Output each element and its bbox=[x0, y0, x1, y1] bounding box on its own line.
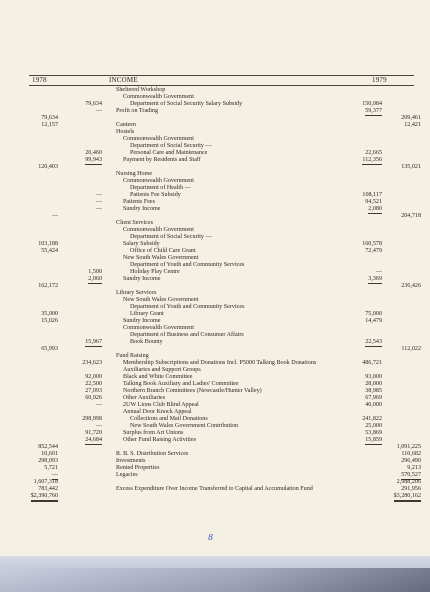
amount-1979-detail: 25,000 bbox=[365, 423, 382, 429]
table-row bbox=[0, 395, 430, 402]
row-label: Sundry Income bbox=[123, 206, 161, 212]
amount-1978-total: $2,390,760 bbox=[31, 493, 58, 502]
table-row bbox=[0, 129, 430, 136]
table-row bbox=[0, 283, 430, 290]
row-label: Excess Expenditure Over Income Transferred to Capital and Accumulation Fund bbox=[116, 486, 313, 492]
table-row bbox=[0, 108, 430, 115]
row-label: Commonwealth Government bbox=[123, 94, 194, 100]
amount-1978-detail: 24,684 bbox=[85, 437, 102, 443]
amount-1979-detail: 108,117 bbox=[362, 192, 382, 198]
amount-1978-total: 12,157 bbox=[41, 122, 58, 128]
row-label: Other Fund Raising Activities bbox=[123, 437, 196, 443]
amount-1979-total: 296,490 bbox=[401, 458, 421, 464]
row-label: Other Auxiliaries bbox=[123, 395, 166, 401]
table-row bbox=[0, 136, 430, 143]
amount-1979-total: 12,421 bbox=[404, 122, 421, 128]
header-top-rule bbox=[29, 75, 414, 76]
amount-1979-total: 204,718 bbox=[401, 213, 421, 219]
amount-1979-total: 236,426 bbox=[401, 283, 421, 289]
row-label: Department of Social Security — bbox=[130, 234, 212, 240]
row-label: Sundry Income bbox=[123, 318, 161, 324]
amount-1979-detail: 3,369 bbox=[368, 276, 382, 282]
row-label: Canteen bbox=[116, 122, 136, 128]
row-label: Auxiliaries and Support Groups bbox=[123, 367, 201, 373]
row-label: 2UW Lions Club Blind Appeal bbox=[123, 402, 199, 408]
year-1979-heading: 1979 bbox=[372, 76, 387, 84]
row-label: Patients Fee Subsidy bbox=[130, 192, 181, 198]
amount-1978-total: 783,442 bbox=[38, 486, 58, 492]
amount-1979-total: 2,988,206 bbox=[396, 479, 421, 485]
row-label: New South Wales Government Contribution bbox=[130, 423, 239, 429]
table-row bbox=[0, 262, 430, 269]
row-label: Fund Raising bbox=[116, 353, 149, 359]
row-label: Salary Subsidy bbox=[123, 241, 160, 247]
table-row bbox=[0, 269, 430, 276]
amount-1979-total: $3,280,162 bbox=[394, 493, 421, 502]
table-row bbox=[0, 101, 430, 108]
amount-1979-detail: 241,822 bbox=[362, 416, 382, 422]
amount-1979-detail: 53,869 bbox=[365, 430, 382, 436]
table-row bbox=[0, 402, 430, 409]
table-row bbox=[0, 171, 430, 178]
amount-1979-detail: 67,969 bbox=[365, 395, 382, 401]
amount-1979-detail: 28,000 bbox=[365, 381, 382, 387]
table-row bbox=[0, 388, 430, 395]
table-row bbox=[0, 416, 430, 423]
amount-1979-detail: 150,084 bbox=[362, 101, 382, 107]
table-row bbox=[0, 486, 430, 493]
amount-1979-detail: 14,479 bbox=[365, 318, 382, 324]
amount-1978-total: 65,993 bbox=[41, 346, 58, 352]
row-label: Commonwealth Government bbox=[123, 325, 194, 331]
table-row bbox=[0, 248, 430, 255]
row-label: Nursing Home bbox=[116, 171, 153, 177]
table-row bbox=[0, 122, 430, 129]
row-label: Payment by Residents and Staff bbox=[123, 157, 201, 163]
row-label: Holiday Play Centre bbox=[130, 269, 180, 275]
table-row bbox=[0, 178, 430, 185]
amount-1978-total: 5,721 bbox=[44, 465, 58, 471]
table-row bbox=[0, 185, 430, 192]
amount-1979-total: 112,022 bbox=[401, 346, 421, 352]
table-row bbox=[0, 157, 430, 164]
amount-1978-detail: 99,943 bbox=[85, 157, 102, 163]
amount-1979-total: 135,021 bbox=[401, 164, 421, 170]
row-label: Collections and Mail Donations bbox=[130, 416, 208, 422]
row-label: Commonwealth Government bbox=[123, 227, 194, 233]
amount-1978-total: 162,172 bbox=[38, 283, 58, 289]
scanner-edge bbox=[0, 556, 430, 592]
table-row bbox=[0, 199, 430, 206]
amount-1979-detail: 112,356 bbox=[362, 157, 382, 163]
amount-1978-total: — bbox=[51, 213, 58, 219]
table-row bbox=[0, 374, 430, 381]
table-row bbox=[0, 304, 430, 311]
row-label: Legacies bbox=[116, 472, 138, 478]
row-label: Rented Properties bbox=[116, 465, 160, 471]
amount-1978-detail: 91,720 bbox=[85, 430, 102, 436]
row-label: Department of Health — bbox=[130, 185, 191, 191]
table-row bbox=[0, 115, 430, 122]
table-row bbox=[0, 332, 430, 339]
table-row bbox=[0, 164, 430, 171]
row-label: Black and White Committee bbox=[123, 374, 193, 380]
row-label: Commonwealth Government bbox=[123, 178, 194, 184]
amount-1978-total: 35,000 bbox=[41, 311, 58, 317]
amount-1978-total: — bbox=[51, 472, 58, 478]
amount-1979-total: 9,213 bbox=[407, 465, 421, 471]
row-label: Hostels bbox=[116, 129, 135, 135]
amount-1978-detail: — bbox=[95, 192, 102, 198]
row-label: Book Bounty bbox=[130, 339, 163, 345]
table-row bbox=[0, 479, 430, 486]
amount-1978-total: 103,188 bbox=[38, 241, 58, 247]
amount-1978-detail: 2,060 bbox=[88, 276, 102, 282]
amount-1978-detail: — bbox=[95, 199, 102, 205]
amount-1978-detail: 234,623 bbox=[82, 360, 102, 366]
header-bottom-rule bbox=[29, 85, 414, 86]
table-row bbox=[0, 213, 430, 220]
table-row bbox=[0, 458, 430, 465]
table-row bbox=[0, 220, 430, 227]
row-label: New South Wales Government bbox=[123, 255, 199, 261]
table-row bbox=[0, 423, 430, 430]
amount-1979-total: 291,956 bbox=[401, 486, 421, 492]
table-row bbox=[0, 150, 430, 157]
amount-1978-total: 55,424 bbox=[41, 248, 58, 254]
amount-1979-detail: 72,479 bbox=[365, 248, 382, 254]
row-label: Surplus from Art Unions bbox=[123, 430, 184, 436]
table-row bbox=[0, 437, 430, 444]
row-label: New South Wales Government bbox=[123, 297, 199, 303]
table-row bbox=[0, 227, 430, 234]
row-label: Department of Social Security — bbox=[130, 143, 212, 149]
table-row bbox=[0, 255, 430, 262]
amount-1978-total: 10,601 bbox=[41, 451, 58, 457]
amount-1978-detail: — bbox=[95, 423, 102, 429]
row-label: Sheltered Workshop bbox=[116, 87, 166, 93]
amount-1979-detail: — bbox=[375, 269, 382, 275]
table-row bbox=[0, 472, 430, 479]
table-row bbox=[0, 381, 430, 388]
amount-1978-detail: — bbox=[95, 206, 102, 212]
amount-1978-total: 120,403 bbox=[38, 164, 58, 170]
row-label: Investments bbox=[116, 458, 146, 464]
amount-1978-detail: 1,500 bbox=[88, 269, 102, 275]
table-row bbox=[0, 234, 430, 241]
table-row bbox=[0, 444, 430, 451]
table-row bbox=[0, 346, 430, 353]
amount-1979-detail: 40,000 bbox=[365, 402, 382, 408]
row-label: Department of Business and Consumer Affairs bbox=[130, 332, 244, 338]
amount-1979-detail: 75,000 bbox=[365, 311, 382, 317]
amount-1979-detail: 2,080 bbox=[368, 206, 382, 212]
amount-1979-detail: 15,859 bbox=[365, 437, 382, 443]
row-label: R. B. S. Distribution Services bbox=[116, 451, 189, 457]
amount-1979-detail: 59,377 bbox=[365, 108, 382, 114]
row-label: Library Services bbox=[116, 290, 157, 296]
amount-1978-detail: 27,093 bbox=[85, 388, 102, 394]
amount-1978-total: 1,607,318 bbox=[33, 479, 58, 485]
row-label: Department of Youth and Community Services bbox=[130, 262, 245, 268]
row-label: Patients Fees bbox=[123, 199, 155, 205]
amount-1978-detail: — bbox=[95, 108, 102, 114]
income-heading: INCOME bbox=[109, 76, 138, 84]
amount-1978-total: 15,026 bbox=[41, 318, 58, 324]
amount-1979-total: 570,527 bbox=[401, 472, 421, 478]
row-label: Profit on Trading bbox=[116, 108, 158, 114]
row-label: Sundry Income bbox=[123, 276, 161, 282]
table-row bbox=[0, 311, 430, 318]
table-row bbox=[0, 276, 430, 283]
row-label: Client Services bbox=[116, 220, 154, 226]
table-row bbox=[0, 94, 430, 101]
row-label: Talking Book Auxiliary and Ladies' Committee bbox=[123, 381, 239, 387]
amount-1979-total: 209,461 bbox=[401, 115, 421, 121]
row-label: Northern Branch Committees (Newcastle/Hunter Valley) bbox=[123, 388, 262, 394]
amount-1979-detail: 93,000 bbox=[365, 374, 382, 380]
table-row bbox=[0, 318, 430, 325]
amount-1979-detail: 486,721 bbox=[362, 360, 382, 366]
amount-1978-detail: 92,000 bbox=[85, 374, 102, 380]
table-row bbox=[0, 297, 430, 304]
table-row bbox=[0, 367, 430, 374]
year-1978-heading: 1978 bbox=[32, 76, 47, 84]
amount-1978-detail: 20,460 bbox=[85, 150, 102, 156]
amount-1978-detail: 15,967 bbox=[85, 339, 102, 345]
table-row bbox=[0, 430, 430, 437]
amount-1979-detail: 22,543 bbox=[365, 339, 382, 345]
amount-1979-detail: 38,985 bbox=[365, 388, 382, 394]
amount-1978-detail: — bbox=[95, 402, 102, 408]
amount-1978-total: 852,544 bbox=[38, 444, 58, 450]
row-label: Library Grant bbox=[130, 311, 164, 317]
amount-1979-total: 110,682 bbox=[401, 451, 421, 457]
table-row bbox=[0, 241, 430, 248]
table-row bbox=[0, 360, 430, 367]
row-label: Office of Child Care Grant bbox=[130, 248, 196, 254]
amount-1978-detail: 60,926 bbox=[85, 395, 102, 401]
table-row bbox=[0, 451, 430, 458]
table-row bbox=[0, 192, 430, 199]
row-label: Personal Care and Maintenance bbox=[130, 150, 208, 156]
amount-1979-total: 1,091,225 bbox=[396, 444, 421, 450]
row-label: Department of Social Security Salary Subsidy bbox=[130, 101, 243, 107]
amount-1979-detail: 22,665 bbox=[365, 150, 382, 156]
row-label: Membership Subscriptions and Donations Incl. P5000 Talking Book Donations bbox=[123, 360, 317, 366]
amount-1978-total: 298,093 bbox=[38, 458, 58, 464]
amount-1978-total: 79,634 bbox=[41, 115, 58, 121]
amount-1979-detail: 160,578 bbox=[362, 241, 382, 247]
amount-1978-detail: 298,998 bbox=[82, 416, 102, 422]
table-row bbox=[0, 409, 430, 416]
table-row bbox=[0, 87, 430, 94]
table-row bbox=[0, 325, 430, 332]
amount-1978-detail: 22,500 bbox=[85, 381, 102, 387]
row-label: Department of Youth and Community Services bbox=[130, 304, 245, 310]
table-row bbox=[0, 339, 430, 346]
table-row bbox=[0, 143, 430, 150]
table-row bbox=[0, 206, 430, 213]
row-label: Annual Door Knock Appeal bbox=[123, 409, 192, 415]
page-mark: 8 bbox=[208, 533, 214, 542]
table-row bbox=[0, 353, 430, 360]
table-row bbox=[0, 465, 430, 472]
row-label: Commonwealth Government bbox=[123, 136, 194, 142]
amount-1978-detail: 79,634 bbox=[85, 101, 102, 107]
table-row bbox=[0, 290, 430, 297]
table-row bbox=[0, 493, 430, 500]
amount-1979-detail: 94,521 bbox=[365, 199, 382, 205]
